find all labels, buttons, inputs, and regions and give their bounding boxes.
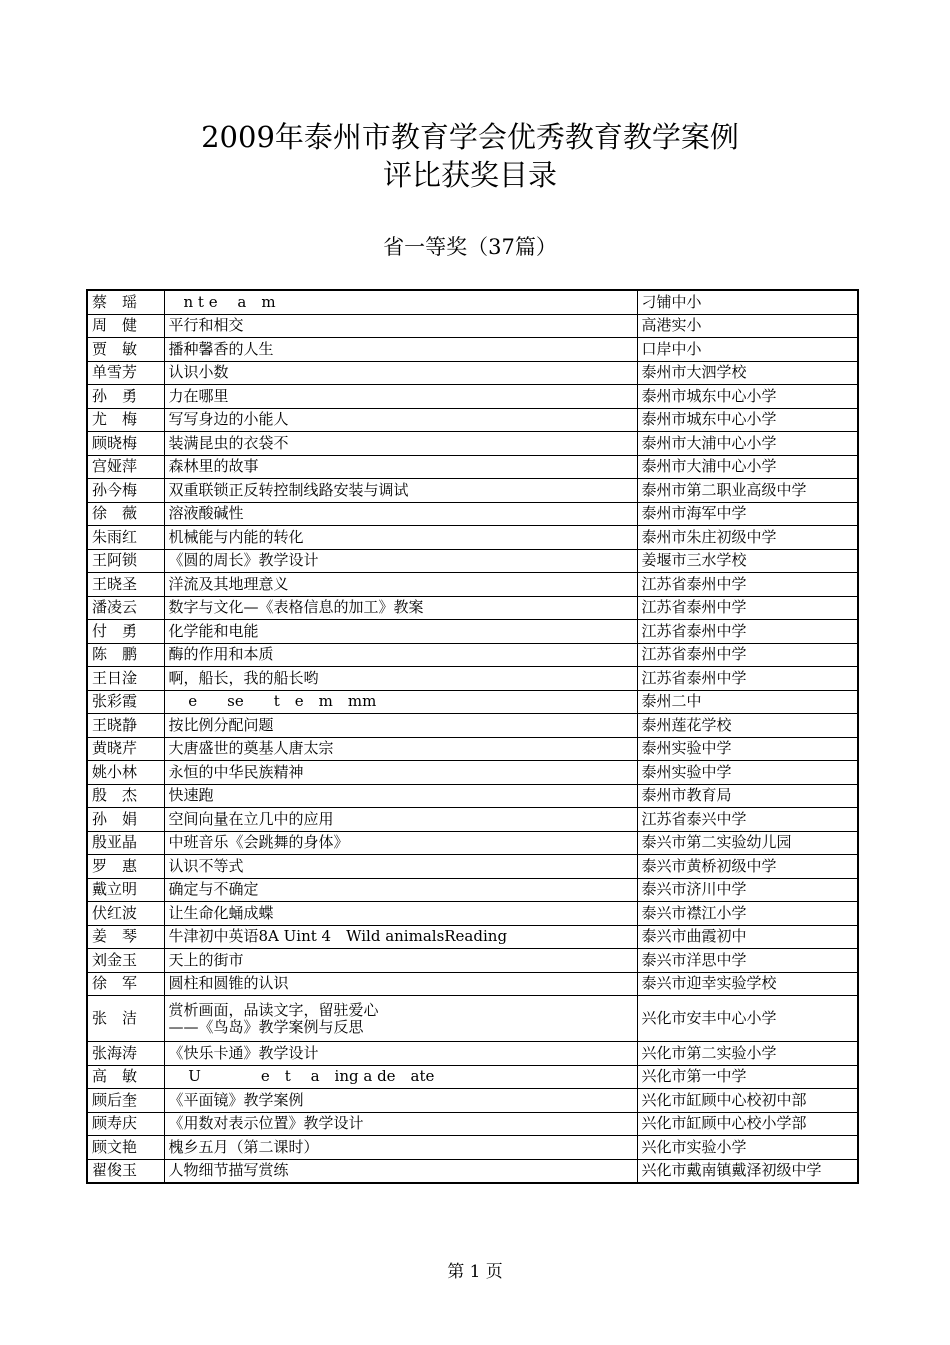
school-cell: 泰兴市黄桥初级中学 — [637, 855, 858, 879]
case-title-cell: 机械能与内能的转化 — [164, 526, 637, 550]
author-name-cell: 王阿锁 — [87, 549, 164, 573]
school-cell: 泰州市朱庄初级中学 — [637, 526, 858, 550]
author-name-cell: 顾文艳 — [87, 1136, 164, 1160]
author-name-cell: 王晓静 — [87, 714, 164, 738]
school-cell: 泰州市大浦中心小学 — [637, 455, 858, 479]
table-row — [87, 338, 858, 362]
school-cell: 泰州莲花学校 — [637, 714, 858, 738]
school-cell: 泰兴市迎幸实验学校 — [637, 972, 858, 996]
table-row — [87, 1042, 858, 1066]
case-title-cell — [164, 996, 637, 1042]
case-title-cell: 数字与文化—《表格信息的加工》教案 — [164, 596, 637, 620]
table-row — [87, 1089, 858, 1113]
author-name-cell: 顾晓梅 — [87, 432, 164, 456]
case-title-cell: 认识小数 — [164, 361, 637, 385]
case-title-cell: 啊，船长，我的船长哟 — [164, 667, 637, 691]
school-cell: 江苏省泰州中学 — [637, 620, 858, 644]
school-cell: 泰州市城东中心小学 — [637, 385, 858, 409]
table-row — [87, 314, 858, 338]
case-title-cell: 双重联锁正反转控制线路安装与调试 — [164, 479, 637, 503]
school-cell: 兴化市第一中学 — [637, 1065, 858, 1089]
table-row — [87, 878, 858, 902]
case-title-cell: 《快乐卡通》教学设计 — [164, 1042, 637, 1066]
table-row — [87, 573, 858, 597]
author-name-cell: 孙 娟 — [87, 808, 164, 832]
author-name-cell: 付 勇 — [87, 620, 164, 644]
case-title-cell: 牛津初中英语8A Uint 4 Wild animalsReading — [164, 925, 637, 949]
author-name-cell: 贾 敏 — [87, 338, 164, 362]
table-row — [87, 831, 858, 855]
case-title-cell: 森林里的故事 — [164, 455, 637, 479]
table-row — [87, 479, 858, 503]
case-title-cell: 认识不等式 — [164, 855, 637, 879]
school-cell: 高港实小 — [637, 314, 858, 338]
table-row — [87, 290, 858, 314]
school-cell: 江苏省泰州中学 — [637, 667, 858, 691]
case-title-cell: 中班音乐《会跳舞的身体》 — [164, 831, 637, 855]
school-cell: 泰兴市第二实验幼儿园 — [637, 831, 858, 855]
case-title-cell: 洋流及其地理意义 — [164, 573, 637, 597]
author-name-cell: 尤 梅 — [87, 408, 164, 432]
table-row — [87, 949, 858, 973]
school-cell: 泰州实验中学 — [637, 761, 858, 785]
case-title-cell: 天上的街市 — [164, 949, 637, 973]
table-row — [87, 808, 858, 832]
author-name-cell: 陈 鹏 — [87, 643, 164, 667]
case-title-cell: 确定与不确定 — [164, 878, 637, 902]
case-title-cell: 空间向量在立几中的应用 — [164, 808, 637, 832]
author-name-cell: 张彩霞 — [87, 690, 164, 714]
school-cell: 江苏省泰州中学 — [637, 573, 858, 597]
school-cell: 兴化市第二实验小学 — [637, 1042, 858, 1066]
case-title-cell: 大唐盛世的奠基人唐太宗 — [164, 737, 637, 761]
table-row — [87, 784, 858, 808]
case-title-cell: n t e a m — [164, 290, 637, 314]
author-name-cell: 单雪芳 — [87, 361, 164, 385]
school-cell: 江苏省泰州中学 — [637, 643, 858, 667]
author-name-cell: 张 洁 — [87, 996, 164, 1042]
school-cell: 姜堰市三水学校 — [637, 549, 858, 573]
school-cell: 兴化市缸顾中心校初中部 — [637, 1089, 858, 1113]
school-cell: 泰州市第二职业高级中学 — [637, 479, 858, 503]
school-cell: 泰州二中 — [637, 690, 858, 714]
case-title-cell: 圆柱和圆锥的认识 — [164, 972, 637, 996]
case-title-cell: e se t e m mm — [164, 690, 637, 714]
school-cell: 泰兴市曲霞初中 — [637, 925, 858, 949]
author-name-cell: 姜 琴 — [87, 925, 164, 949]
award-list-table — [86, 289, 859, 1184]
case-title-cell: 溶液酸碱性 — [164, 502, 637, 526]
author-name-cell: 高 敏 — [87, 1065, 164, 1089]
author-name-cell: 姚小林 — [87, 761, 164, 785]
table-row — [87, 361, 858, 385]
school-cell: 泰州市城东中心小学 — [637, 408, 858, 432]
case-title-cell: 平行和相交 — [164, 314, 637, 338]
case-title-line: 赏析画面，品读文字，留驻爱心 — [168, 1000, 379, 1019]
case-title-cell: 《平面镜》教学案例 — [164, 1089, 637, 1113]
author-name-cell: 蔡 瑶 — [87, 290, 164, 314]
school-cell: 兴化市实验小学 — [637, 1136, 858, 1160]
table-row — [87, 385, 858, 409]
author-name-cell: 周 健 — [87, 314, 164, 338]
school-cell: 泰兴市襟江小学 — [637, 902, 858, 926]
school-cell: 泰州市大浦中心小学 — [637, 432, 858, 456]
case-title-line: ——《鸟岛》教学案例与反思 — [168, 1017, 364, 1036]
school-cell: 江苏省泰兴中学 — [637, 808, 858, 832]
case-title-cell: 播种馨香的人生 — [164, 338, 637, 362]
table-row — [87, 1136, 858, 1160]
table-row — [87, 526, 858, 550]
author-name-cell: 宫娅萍 — [87, 455, 164, 479]
case-title-cell: 按比例分配问题 — [164, 714, 637, 738]
table-row — [87, 925, 858, 949]
case-title-cell: 《用数对表示位置》教学设计 — [164, 1112, 637, 1136]
school-cell: 口岸中小 — [637, 338, 858, 362]
author-name-cell: 徐 军 — [87, 972, 164, 996]
table-row — [87, 620, 858, 644]
school-cell: 泰兴市洋思中学 — [637, 949, 858, 973]
table-row — [87, 1065, 858, 1089]
table-row — [87, 408, 858, 432]
case-title-cell: 酶的作用和本质 — [164, 643, 637, 667]
school-cell: 泰兴市济川中学 — [637, 878, 858, 902]
author-name-cell: 王日淦 — [87, 667, 164, 691]
table-row — [87, 455, 858, 479]
school-cell: 兴化市缸顾中心校小学部 — [637, 1112, 858, 1136]
author-name-cell: 黄晓芹 — [87, 737, 164, 761]
author-name-cell: 戴立明 — [87, 878, 164, 902]
page-number: 第 1 页 — [447, 1262, 503, 1282]
case-title-cell: 化学能和电能 — [164, 620, 637, 644]
table-row — [87, 996, 858, 1042]
table-row — [87, 714, 858, 738]
award-level-heading: 省一等奖（37篇） — [383, 235, 557, 259]
table-row — [87, 667, 858, 691]
author-name-cell: 顾寿庆 — [87, 1112, 164, 1136]
author-name-cell: 刘金玉 — [87, 949, 164, 973]
table-row — [87, 855, 858, 879]
school-cell: 泰州实验中学 — [637, 737, 858, 761]
table-row — [87, 432, 858, 456]
author-name-cell: 伏红波 — [87, 902, 164, 926]
author-name-cell: 张海涛 — [87, 1042, 164, 1066]
case-title-cell: 装满昆虫的衣袋不 — [164, 432, 637, 456]
table-row — [87, 502, 858, 526]
school-cell: 泰州市教育局 — [637, 784, 858, 808]
case-title-cell: 槐乡五月（第二课时） — [164, 1136, 637, 1160]
school-cell: 江苏省泰州中学 — [637, 596, 858, 620]
author-name-cell: 王晓圣 — [87, 573, 164, 597]
school-cell: 泰州市大泗学校 — [637, 361, 858, 385]
author-name-cell: 徐 薇 — [87, 502, 164, 526]
table-row — [87, 596, 858, 620]
school-cell: 刁铺中小 — [637, 290, 858, 314]
case-title-cell: U e t a ing a de ate — [164, 1065, 637, 1089]
table-row — [87, 643, 858, 667]
case-title-cell: 写写身边的小能人 — [164, 408, 637, 432]
author-name-cell: 潘凌云 — [87, 596, 164, 620]
case-title-cell: 快速跑 — [164, 784, 637, 808]
case-title-cell: 永恒的中华民族精神 — [164, 761, 637, 785]
case-title-cell: 人物细节描写赏练 — [164, 1159, 637, 1183]
school-cell: 泰州市海军中学 — [637, 502, 858, 526]
table-row — [87, 972, 858, 996]
school-cell: 兴化市戴南镇戴泽初级中学 — [637, 1159, 858, 1183]
table-row — [87, 690, 858, 714]
case-title-cell: 让生命化蛹成蝶 — [164, 902, 637, 926]
table-row — [87, 902, 858, 926]
school-cell: 兴化市安丰中心小学 — [637, 996, 858, 1042]
table-row — [87, 1159, 858, 1183]
document-title-line1: 2009年泰州市教育学会优秀教育教学案例 — [201, 120, 739, 154]
author-name-cell: 殷亚晶 — [87, 831, 164, 855]
case-title-cell: 《圆的周长》教学设计 — [164, 549, 637, 573]
author-name-cell: 孙 勇 — [87, 385, 164, 409]
author-name-cell: 孙今梅 — [87, 479, 164, 503]
table-row — [87, 737, 858, 761]
table-row — [87, 549, 858, 573]
author-name-cell: 翟俊玉 — [87, 1159, 164, 1183]
author-name-cell: 罗 惠 — [87, 855, 164, 879]
document-title-line2: 评比获奖目录 — [382, 158, 557, 192]
author-name-cell: 殷 杰 — [87, 784, 164, 808]
case-title-cell: 力在哪里 — [164, 385, 637, 409]
author-name-cell: 朱雨红 — [87, 526, 164, 550]
author-name-cell: 顾后奎 — [87, 1089, 164, 1113]
table-row — [87, 761, 858, 785]
table-row — [87, 1112, 858, 1136]
